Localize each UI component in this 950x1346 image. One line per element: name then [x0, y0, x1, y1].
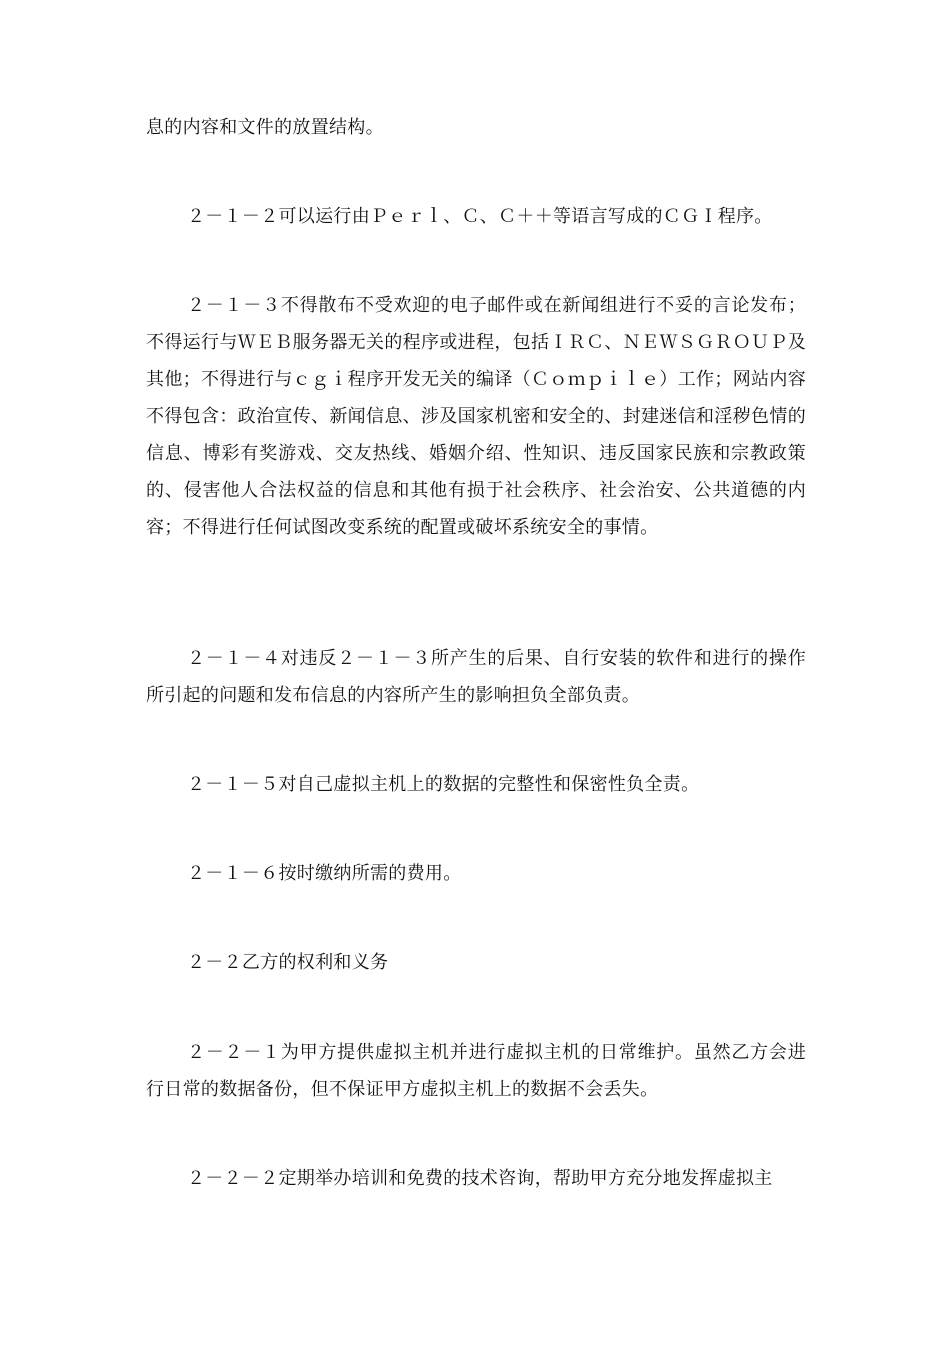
paragraph-clause-2-1-6	[146, 855, 806, 892]
paragraph-text: ２－２－２定期举办培训和免费的技术咨询，帮助甲方充分地发挥虚拟主	[187, 1168, 773, 1189]
paragraph-clause-2-2-1	[146, 1034, 806, 1108]
paragraph-text: ２－２－１为甲方提供虚拟主机并进行虚拟主机的日常维护。虽然乙方会进行日常的数据备份，但不保证甲方虚拟主机上的数据不会丢失。	[146, 1042, 806, 1100]
paragraph-clause-2-1-5	[146, 766, 806, 803]
paragraph-clause-2-1-3	[146, 287, 806, 546]
paragraph-clause-2-1-4	[146, 640, 806, 714]
paragraph-text: ２－１－４对违反２－１－３所产生的后果、自行安装的软件和进行的操作所引起的问题和发布信息的内容所产生的影响担负全部负责。	[146, 648, 806, 706]
paragraph-clause-2-1-2	[146, 198, 806, 235]
paragraph-continuation	[146, 109, 806, 146]
heading-text: ２－２乙方的权利和义务	[187, 952, 389, 973]
paragraph-text: ２－１－２可以运行由Ｐｅｒｌ、Ｃ、Ｃ＋＋等语言写成的ＣＧＩ程序。	[187, 206, 773, 227]
paragraph-text: ２－１－６按时缴纳所需的费用。	[187, 863, 462, 884]
paragraph-text: 息的内容和文件的放置结构。	[146, 117, 384, 138]
paragraph-text: ２－１－５对自己虚拟主机上的数据的完整性和保密性负全责。	[187, 774, 700, 795]
paragraph-clause-2-2-2	[146, 1160, 806, 1197]
paragraph-text: ２－１－３不得散布不受欢迎的电子邮件或在新闻组进行不妥的言论发布；不得运行与ＷＥＢ服务器无关的程序或进程，包括ＩＲＣ、ＮＥＷＳＧＲＯＵＰ及其他；不得进行与ｃｇｉ程序开发无关的编译（Ｃｏｍｐｉｌｅ）工作；网站内容不得包含：政治宣传、新闻信息、涉及国家机密和安全的、封建迷信和淫秽色情的信息、博彩有奖游戏、交友热线、婚姻介绍、性知识、违反国家民族和宗教政策的、侵害他人合法权益的信息和其他有损于社会秩序、社会治安、公共道德的内容；不得进行任何试图改变系统的配置或破坏系统安全的事情。	[146, 295, 806, 538]
section-heading-2-2	[146, 944, 806, 981]
